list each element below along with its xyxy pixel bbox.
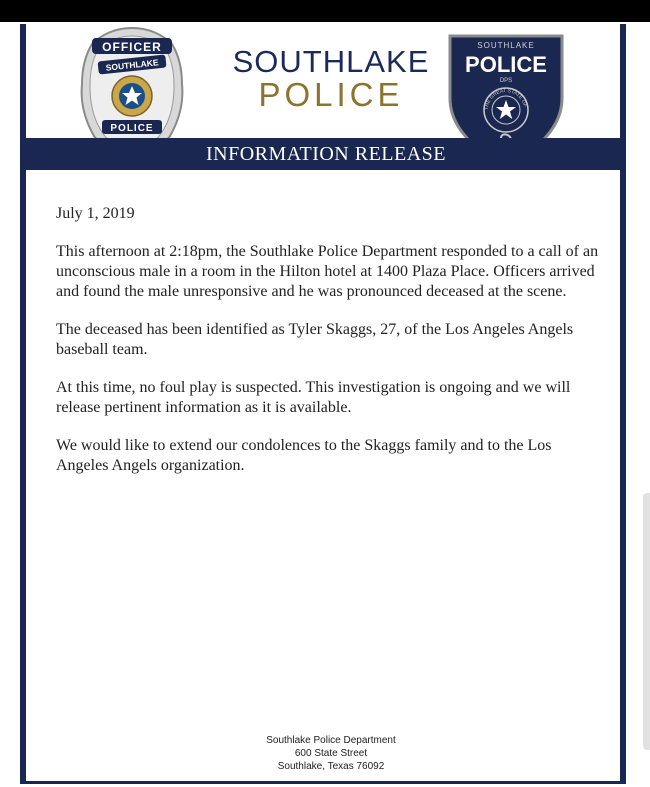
information-release-banner [26, 138, 620, 170]
patch-arc-text: SOUTHLAKE [477, 41, 535, 50]
release-paragraph: We would like to extend our condolences to the Skaggs family and to the Los Angeles Angels organization. [56, 437, 552, 474]
release-paragraph: The deceased has been identified as Tyler Skaggs, 27, of the Los Angeles Angels baseball team. [56, 321, 574, 358]
banner-text: INFORMATION RELEASE [205, 143, 447, 165]
scrollbar-thumb[interactable] [643, 493, 650, 750]
badge-top-text: OFFICER [102, 40, 162, 54]
footer-line: Southlake Police Department [266, 735, 396, 746]
agency-title-line2: POLICE [258, 76, 404, 113]
letterhead [26, 24, 620, 168]
department-address [206, 734, 456, 773]
release-date: July 1, 2019 [56, 205, 135, 222]
release-paragraph: This afternoon at 2:18pm, the Southlake Police Department responded to a call of an unconscious male in a room in the Hilton hotel at 1400 Plaza Place. Officers arrived and found the male unresponsive and he was pronounced deceased at the scene. [56, 243, 599, 300]
release-document [20, 24, 626, 784]
patch-main-text: POLICE [465, 52, 547, 77]
footer-line: 600 State Street [294, 748, 368, 759]
badge-bottom-text: POLICE [110, 123, 154, 134]
status-bar [0, 0, 650, 22]
badge-ribbon-text: SOUTHLAKE [105, 57, 159, 73]
footer-line: Southlake, Texas 76092 [277, 761, 385, 772]
agency-title-line1: SOUTHLAKE [232, 44, 430, 79]
patch-sub-text: DPS [499, 78, 513, 84]
patch-seal-text: THE GREAT STATE OF [483, 87, 528, 111]
release-paragraph: At this time, no foul play is suspected. This investigation is ongoing and we will release pertinent information as it is available. [56, 379, 571, 416]
release-body [56, 204, 606, 494]
